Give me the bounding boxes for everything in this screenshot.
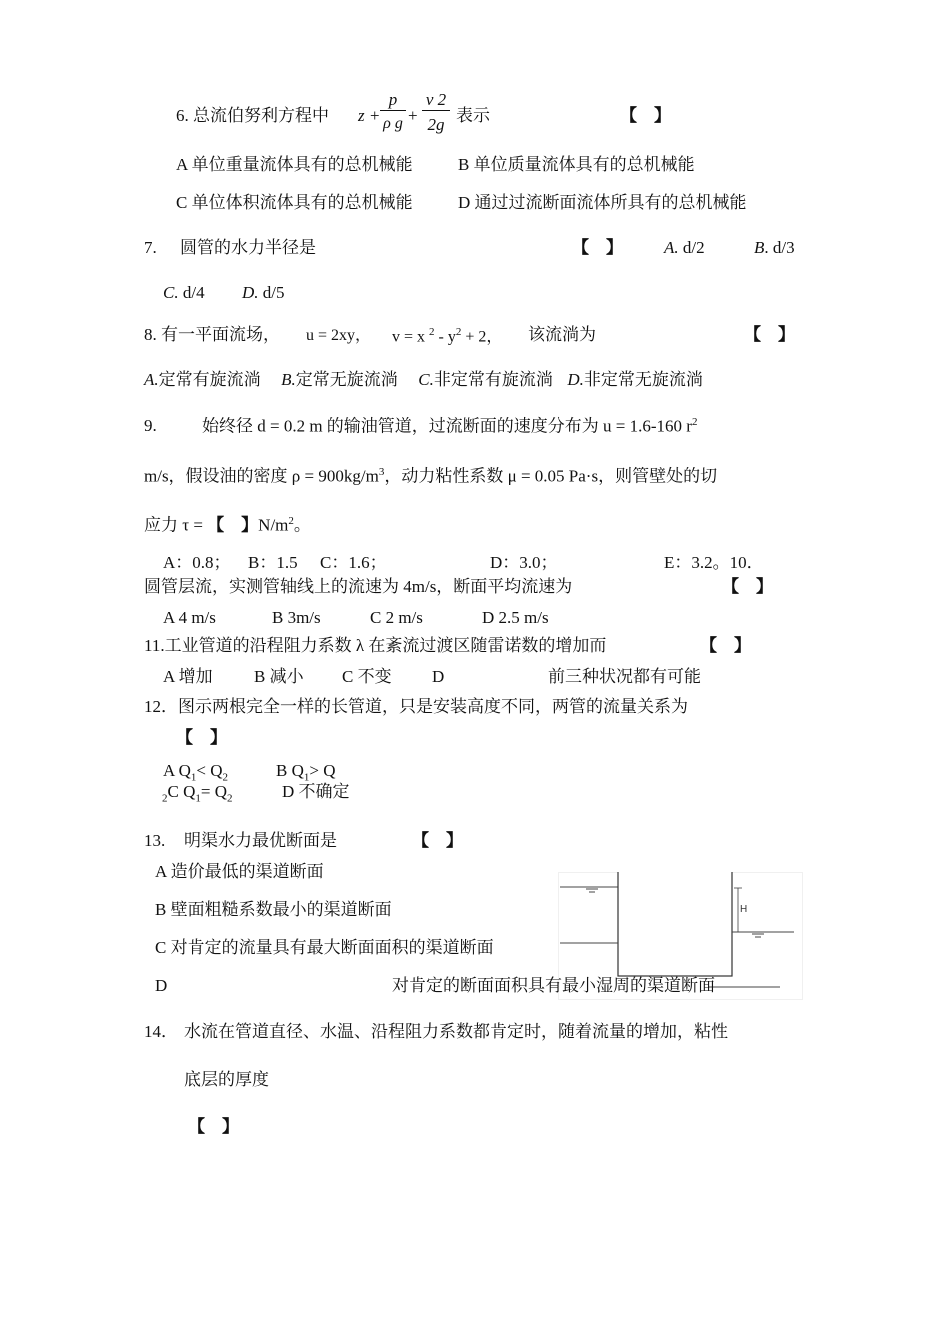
q12-option-b-mid: > Q — [309, 761, 336, 780]
q14-number: 14． — [144, 1022, 178, 1041]
q8-option-b-text: 定常无旋流淌 — [295, 370, 398, 389]
q13-text: 明渠水力最优断面是 — [184, 831, 337, 850]
q9-option-a: A：0.8； — [163, 553, 231, 572]
q11-answer-bracket: 【 】 — [700, 636, 751, 655]
q9-number: 9. — [144, 416, 157, 435]
q8-option-c-text: 非定常有旋流淌 — [433, 370, 553, 389]
q10-text: 圆管层流，实测管轴线上的流速为 4m/s，断面平均流速为 — [144, 577, 573, 596]
q10-option-a: A 4 m/s — [163, 608, 216, 627]
q10-option-d: D 2.5 m/s — [482, 608, 549, 627]
q10-answer-bracket: 【 】 — [722, 577, 773, 596]
q8-suffix: 该流淌为 — [528, 325, 596, 344]
q6-answer-bracket: 【 】 — [620, 106, 671, 125]
q7-option-b-letter: B — [754, 238, 765, 257]
q10-option-b: B 3m/s — [272, 608, 321, 627]
q6-frac-2 — [422, 90, 450, 135]
q6-frac2-den: 2g — [427, 115, 445, 134]
q11-option-b: B 减小 — [254, 667, 304, 686]
q9-line2-b: ，动力粘性系数 μ = 0.05 Pa·s，则管壁处的切 — [384, 466, 718, 486]
q7-option-a-text: d/2 — [682, 238, 705, 257]
q13-number: 13. — [144, 831, 166, 850]
q9-option-d: D：3.0； — [490, 553, 558, 572]
q13-option-d: D — [155, 976, 168, 995]
q6-option-c: C 单位体积流体具有的总机械能 — [176, 193, 413, 212]
q9-answer-bracket: 【 】 — [207, 515, 259, 535]
q12-option-a-mid: < Q — [196, 761, 223, 780]
q11-option-a: A 增加 — [163, 667, 213, 686]
q7-option-c — [163, 283, 205, 303]
q7-text: 圆管的水力半径是 — [180, 238, 316, 257]
q8-stem — [144, 325, 280, 345]
q13-option-c: C 对肯定的流量具有最大断面面积的渠道断面 — [155, 938, 494, 957]
q7-option-c-text: d/4 — [182, 283, 205, 302]
q12-option-c-sub1: 1 — [195, 792, 201, 805]
q7-option-a-letter: A. — [664, 238, 679, 257]
q8-option-d-text: 非定常无旋流淌 — [583, 370, 703, 389]
q14-line-1: 水流在管道直径、水温、沿程阻力系数都肯定时，随着流量的增加，粘性 — [184, 1022, 728, 1041]
q8-option-a-text: 定常有旋流淌 — [158, 370, 261, 389]
q13-option-a: A 造价最低的渠道断面 — [155, 862, 324, 881]
q12-option-c-start: C Q — [167, 782, 196, 801]
q7-option-d — [242, 283, 285, 303]
q9-line3-a: 应力 τ = — [144, 515, 208, 535]
q9-line3-sup: 2 — [288, 515, 294, 527]
q11-option-c: C 不变 — [342, 667, 392, 686]
q12-option-a-sub1: 1 — [190, 771, 197, 784]
q6-frac2-num: v 2 — [422, 90, 450, 111]
q9-option-e: E：3.2。10． — [664, 553, 764, 572]
q6-stem — [176, 106, 329, 126]
q7-option-b-text: . d/3 — [764, 238, 795, 257]
q10-option-c: C 2 m/s — [370, 608, 423, 627]
q9-line-2 — [144, 466, 717, 487]
q9-line1-sup: 2 — [691, 416, 698, 428]
q14-line-2: 底层的厚度 — [184, 1070, 269, 1089]
q8-options — [144, 370, 703, 390]
q8-v-start: v = x — [392, 328, 426, 346]
q12-option-b-sub2: 2 — [162, 792, 168, 805]
q9-line2-a: m/s，假设油的密度 ρ = 900kg/m — [144, 466, 379, 486]
q12-option-b-sub1: 1 — [303, 771, 310, 784]
q12-option-a-start: A Q — [163, 761, 191, 780]
q11-option-d: D — [432, 667, 445, 686]
q8-text: 8. 有一平面流场， — [144, 325, 280, 344]
q9-line3-c: 。 — [293, 515, 311, 535]
q7-number: 7. — [144, 238, 157, 257]
q13-answer-bracket: 【 】 — [412, 831, 463, 850]
q7-option-b — [754, 238, 795, 258]
q12-text: 12．图示两根完全一样的长管道，只是安装高度不同，两管的流量关系为 — [144, 697, 688, 716]
q8-option-c-letter: C. — [418, 370, 434, 389]
q6-frac-1 — [380, 90, 406, 133]
q7-option-d-letter: D. — [242, 283, 259, 302]
q13-option-d-text: 对肯定的断面面积具有最小湿周的渠道断面 — [392, 976, 715, 995]
q7-option-d-text: d/5 — [262, 283, 285, 302]
q6-frac1-den: ρ g — [383, 115, 403, 132]
q9-line2-sup: 3 — [378, 466, 385, 478]
q7-option-a — [664, 238, 705, 258]
q11-option-d-text: 前三种状况都有可能 — [548, 667, 701, 686]
q8-v-sup1: 2 — [429, 326, 435, 338]
q11-text: 11.工业管道的沿程阻力系数 λ 在紊流过渡区随雷诺数的增加而 — [144, 636, 607, 655]
q6-suffix: 表示 — [456, 106, 490, 125]
q12-answer-bracket: 【 】 — [176, 728, 227, 747]
q8-v-end: + 2， — [465, 328, 503, 346]
q8-answer-bracket: 【 】 — [744, 325, 795, 344]
q6-option-d: D 通过过流断面流体所具有的总机械能 — [458, 193, 747, 212]
height-label: H — [740, 904, 748, 915]
q8-u-equation: u = 2xy， — [306, 327, 372, 344]
q7-option-c-letter: C. — [163, 283, 179, 302]
q14-answer-bracket: 【 】 — [188, 1117, 239, 1136]
q9-line-1 — [202, 416, 697, 437]
q12-option-b-start: B Q — [276, 761, 304, 780]
q9-line3-b: N/m — [258, 515, 289, 535]
q6-option-b: B 单位质量流体具有的总机械能 — [458, 155, 695, 174]
q8-option-d-letter: D. — [567, 370, 584, 389]
q12-option-d: D 不确定 — [282, 782, 350, 801]
q12-option-c-mid: = Q — [200, 782, 227, 801]
q6-text: 6. 总流伯努利方程中 — [176, 106, 329, 125]
q8-v-mid: - y — [438, 328, 456, 346]
q8-option-b-letter: B. — [281, 370, 296, 389]
q9-option-b: B：1.5 — [248, 553, 298, 572]
q13-option-b: B 壁面粗糙系数最小的渠道断面 — [155, 900, 392, 919]
q9-option-c: C：1.6； — [320, 553, 387, 572]
q12-option-c — [162, 782, 233, 806]
reservoir-block — [618, 872, 732, 976]
q6-frac1-num: p — [380, 90, 406, 111]
q12-option-c-sub2: 2 — [227, 792, 233, 805]
q6-plus: + — [408, 106, 418, 125]
q6-eq-z: z + — [358, 106, 381, 125]
q6-option-a: A 单位重量流体具有的总机械能 — [176, 155, 413, 174]
q8-v-equation — [392, 326, 502, 347]
q8-option-a-letter: A. — [144, 370, 159, 389]
q9-line-3 — [144, 515, 311, 536]
q12-option-a-sub2: 2 — [222, 771, 228, 784]
q7-answer-bracket: 【 】 — [572, 238, 623, 257]
q8-v-sup2: 2 — [455, 326, 462, 338]
q9-line1-text: 始终径 d = 0.2 m 的输油管道，过流断面的速度分布为 u = 1.6-160 r — [202, 416, 692, 436]
